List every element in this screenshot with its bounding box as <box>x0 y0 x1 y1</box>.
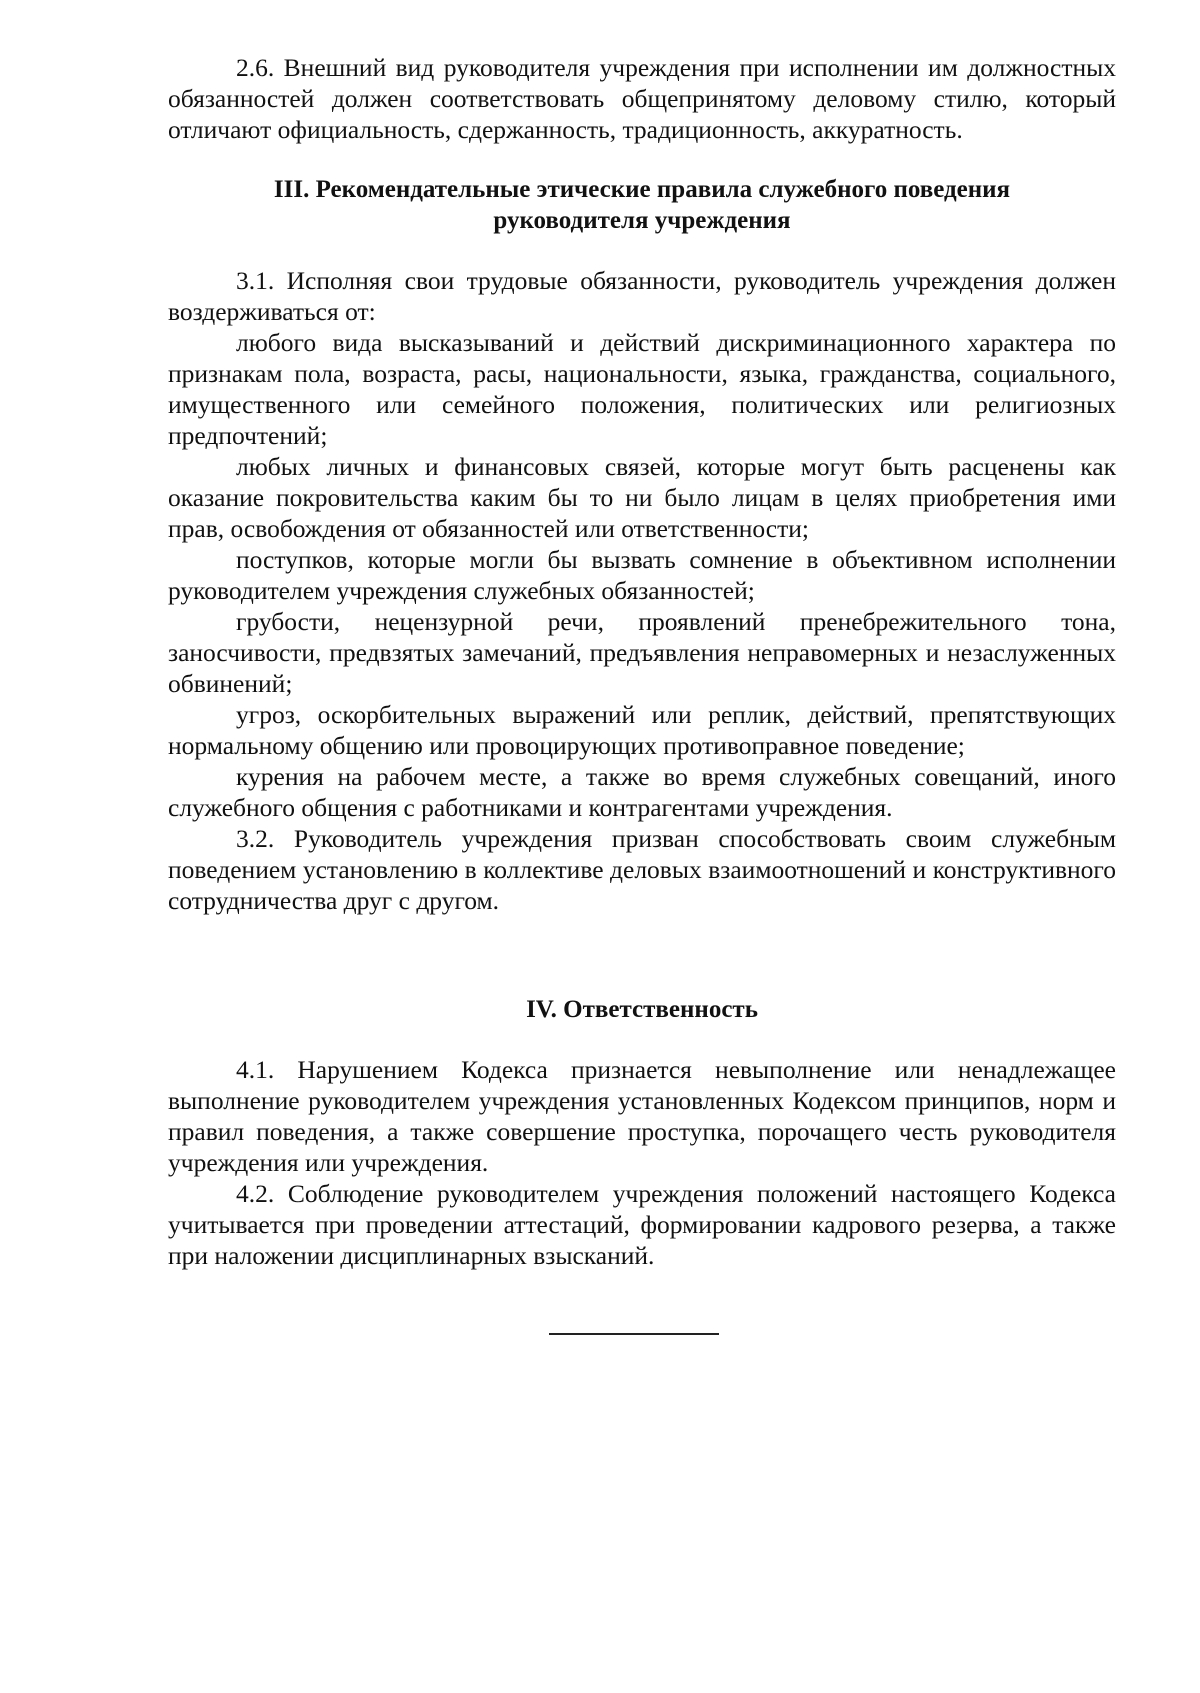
section-3-title-line-1: III. Рекомендательные этические правила служебного поведения <box>273 176 1011 203</box>
paragraph-4-2: 4.2. Соблюдение руководителем учреждения положений настоящего Кодекса учитывается при проведении аттестаций, формировании кадрового резерва, а также при наложении дисциплинарных взысканий. <box>168 1179 1116 1270</box>
document-page <box>168 52 1116 1335</box>
section-3-heading <box>168 174 1116 236</box>
paragraph-3-2: 3.2. Руководитель учреждения призван способствовать своим служебным поведением установлению в коллективе деловых взаимоотношений и конструктивного сотрудничества друг с другом. <box>168 824 1116 915</box>
section-3-body <box>168 265 1116 916</box>
list-item-threats: угроз, оскорбительных выражений или реплик, действий, препятствующих нормальному общению или провоцирующих противоправное поведение; <box>168 700 1116 760</box>
list-item-rudeness: грубости, нецензурной речи, проявлений пренебрежительного тона, заносчивости, предвзятых замечаний, предъявления неправомерных и незаслуженных обвинений; <box>168 607 1116 698</box>
section-3-title-line-2: руководителя учреждения <box>493 207 791 234</box>
section-4-heading <box>168 994 1116 1025</box>
paragraph-3-1: 3.1. Исполняя свои трудовые обязанности, руководитель учреждения должен воздерживаться от: <box>168 266 1116 326</box>
end-divider <box>549 1333 719 1335</box>
paragraph-2-6: 2.6. Внешний вид руководителя учреждения при исполнении им должностных обязанностей должен соответствовать общепринятому деловому стилю, который отличают официальность, сдержанность, традиционность, аккуратность. <box>168 53 1116 144</box>
paragraph-4-1: 4.1. Нарушением Кодекса признается невыполнение или ненадлежащее выполнение руководителем учреждения установленных Кодексом принципов, норм и правил поведения, а также совершение проступка, порочащего честь руководителя учреждения или учреждения. <box>168 1055 1116 1177</box>
section-4-title: IV. Ответственность <box>526 996 758 1023</box>
list-item-doubtful-acts: поступков, которые могли бы вызвать сомнение в объективном исполнении руководителем учреждения служебных обязанностей; <box>168 545 1116 605</box>
list-item-financial-ties: любых личных и финансовых связей, которые могут быть расценены как оказание покровительства каким бы то ни было лицам в целях приобретения ими прав, освобождения от обязанностей или ответственности; <box>168 452 1116 543</box>
section-4-body <box>168 1054 1116 1271</box>
list-item-discrimination: любого вида высказываний и действий дискриминационного характера по признакам пола, возраста, расы, национальности, языка, гражданства, социального, имущественного или семейного положения, политических или религиозных предпочтений; <box>168 328 1116 450</box>
list-item-smoking: курения на рабочем месте, а также во время служебных совещаний, иного служебного общения с работниками и контрагентами учреждения. <box>168 762 1116 822</box>
